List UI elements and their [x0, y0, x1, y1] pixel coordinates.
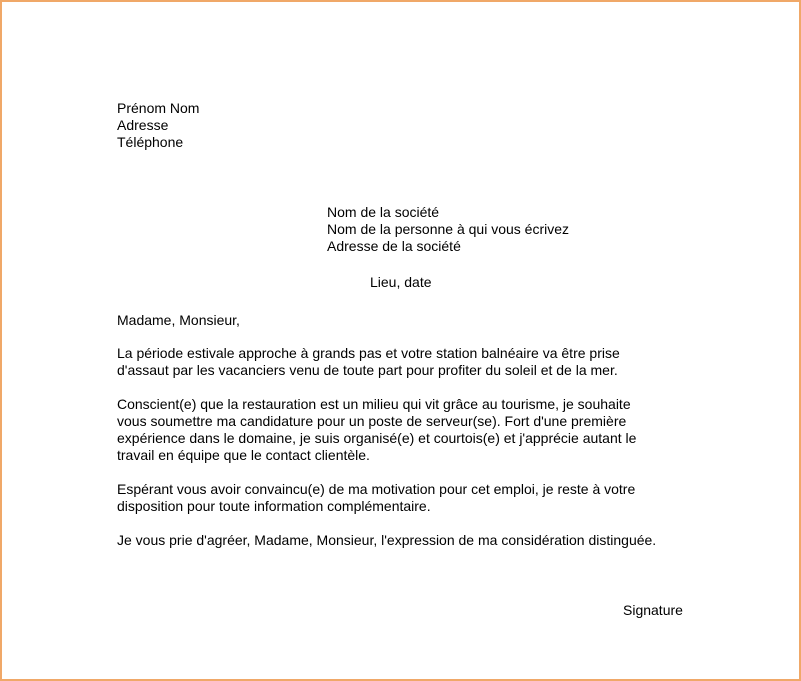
salutation: Madame, Monsieur,: [117, 312, 240, 328]
sender-phone: Téléphone: [117, 134, 184, 150]
sender-block: [117, 100, 199, 151]
paragraph-line: vous soumettre ma candidature pour un poste de serveur(se). Fort d'une première: [117, 413, 627, 429]
paragraph-motivation: [117, 396, 636, 464]
paragraph-line: La période estivale approche à grands pas et votre station balnéaire va être prise: [117, 345, 620, 361]
closing-formula: Je vous prie d'agréer, Madame, Monsieur, l'expression de ma considération distinguée.: [117, 532, 657, 548]
paragraph-conclusion: [117, 481, 635, 515]
paragraph-line: expérience dans le domaine, je suis organisé(e) et courtois(e) et j'apprécie autant le: [117, 430, 637, 446]
paragraph-line: Espérant vous avoir convaincu(e) de ma motivation pour cet emploi, je reste à votre: [117, 481, 636, 497]
recipient-company: Nom de la société: [327, 204, 440, 220]
recipient-address: Adresse de la société: [327, 238, 461, 254]
place-date: Lieu, date: [370, 274, 432, 290]
paragraph-line: Conscient(e) que la restauration est un milieu qui vit grâce au tourisme, je souhaite: [117, 396, 631, 412]
recipient-block: [327, 204, 569, 255]
signature: Signature: [623, 602, 683, 618]
recipient-person: Nom de la personne à qui vous écrivez: [327, 221, 570, 237]
paragraph-line: travail en équipe que le contact clientèle.: [117, 447, 370, 463]
sender-address: Adresse: [117, 117, 169, 133]
paragraph-intro: [117, 345, 620, 379]
sender-name: Prénom Nom: [117, 100, 200, 116]
paragraph-line: disposition pour toute information complémentaire.: [117, 498, 431, 514]
paragraph-line: d'assaut par les vacanciers venu de toute part pour profiter du soleil et de la mer.: [117, 362, 618, 378]
